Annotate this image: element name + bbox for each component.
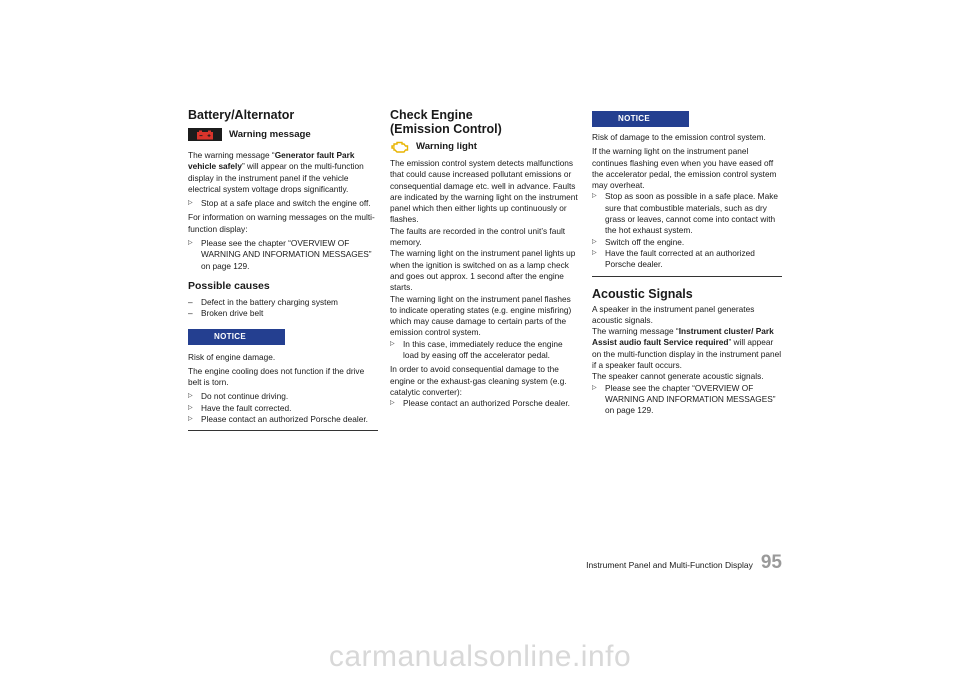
notice-divider [188,430,378,431]
step-item: ▷ Have the fault corrected at an authorized Porsche dealer. [592,247,755,270]
notice-text: The engine cooling does not function if the drive belt is torn. [188,365,365,388]
info-paragraph: For information on warning messages on the multi-function display: [188,212,375,234]
step-item: ▷ Stop as soon as possible in a safe place. Make sure that combustible materials, such as dry grass or leaves, cannot come into contact with the hot exhaust system. [592,191,778,236]
triangle-arrow-icon: ▷ [592,238,597,245]
acoustic-paragraph: The speaker cannot generate acoustic signals. [592,371,764,382]
possible-causes-heading: Possible causes [188,279,270,292]
emission-paragraph: The warning light on the instrument panel lights up when the ignition is switched on as a lamp check and goes out approx. 1 second after the engine starts. [390,248,576,293]
section-title: Instrument Panel and Multi-Function Display [586,560,753,570]
acoustic-signals-heading: Acoustic Signals [592,286,693,301]
notice-text: If the warning light on the instrument panel continues flashing even when you have eased off the accelerator pedal, the emission control system may overheat. [592,146,777,191]
triangle-arrow-icon: ▷ [592,193,597,200]
notice-acoustic-column [592,108,782,417]
warning-light-title: Warning light [416,141,477,153]
notice-divider [592,276,782,277]
step-item: ▷ In this case, immediately reduce the engine load by easing off the accelerator pedal. [390,338,563,361]
acoustic-paragraph: The warning message “Instrument cluster/ Park Assist audio fault Service required” will appear on the multi-function display in the instrument panel if a speaker fault occurs. [592,326,782,371]
notice-text: Risk of engine damage. [188,351,276,362]
step-item: ▷ Do not continue driving. [188,391,289,402]
emission-paragraph: The emission control system detects malfunctions that could cause increased pollutant emissions or consequential damage etc. well in advance. Faults are indicated by the warning light on the instrument panel which then either lights up continuously or flashes. [390,158,578,225]
watermark: carmanualsonline.info [328,640,632,673]
cause-item: – Broken drive belt [188,308,264,319]
step-item: ▷ Please see the chapter “OVERVIEW OF WARNING AND INFORMATION MESSAGES” on page 129. [188,238,372,271]
step-item: ▷ Have the fault corrected. [188,402,292,413]
emission-paragraph: In order to avoid consequential damage to the engine or the exhaust-gas cleaning system (e.g. catalytic converter): [390,364,567,397]
triangle-arrow-icon: ▷ [188,200,193,207]
page-footer [586,552,782,574]
step-item: ▷ Please contact an authorized Porsche dealer. [390,398,570,409]
notice-label: NOTICE [592,111,689,127]
warning-message-title: Warning message [229,128,311,140]
step-item: ▷ Stop at a safe place and switch the engine off. [188,198,371,209]
triangle-arrow-icon: ▷ [188,404,193,411]
generator-fault-paragraph: The warning message “Generator fault Park vehicle safely” will appear on the multi-function display in the instrument panel if the vehicle electrical system voltage drops significantly. [188,150,364,194]
triangle-arrow-icon: ▷ [592,249,597,256]
triangle-arrow-icon: ▷ [188,416,193,423]
step-item: ▷ Please see the chapter “OVERVIEW OF WARNING AND INFORMATION MESSAGES” on page 129. [592,382,776,416]
emission-paragraph: The faults are recorded in the control unit’s fault memory. [390,225,566,248]
check-engine-icon [390,140,410,154]
emission-paragraph: The warning light on the instrument panel flashes to indicate operating states (e.g. engine misfiring) which may cause damage to certain parts of the emission control system. [390,293,572,338]
step-item: ▷ Please contact an authorized Porsche dealer. [188,414,368,425]
cause-item: – Defect in the battery charging system [188,296,338,307]
triangle-arrow-icon: ▷ [592,384,597,391]
triangle-arrow-icon: ▷ [188,240,193,247]
battery-alternator-heading: Battery/Alternator [188,108,295,122]
check-engine-heading: Check Engine (Emission Control) [390,108,502,136]
check-engine-column [390,108,580,410]
battery-alternator-column [188,108,378,431]
step-item: ▷ Switch off the engine. [592,236,685,247]
page-number: 95 [760,552,782,573]
triangle-arrow-icon: ▷ [390,340,395,347]
notice-text: Risk of damage to the emission control system. [592,132,766,142]
triangle-arrow-icon: ▷ [188,393,193,400]
warning-message-row [188,128,378,141]
notice-label: NOTICE [188,329,285,345]
battery-warning-icon [188,128,222,141]
acoustic-paragraph: A speaker in the instrument panel generates acoustic signals. [592,303,755,325]
warning-light-row [390,140,580,154]
triangle-arrow-icon: ▷ [390,400,395,407]
